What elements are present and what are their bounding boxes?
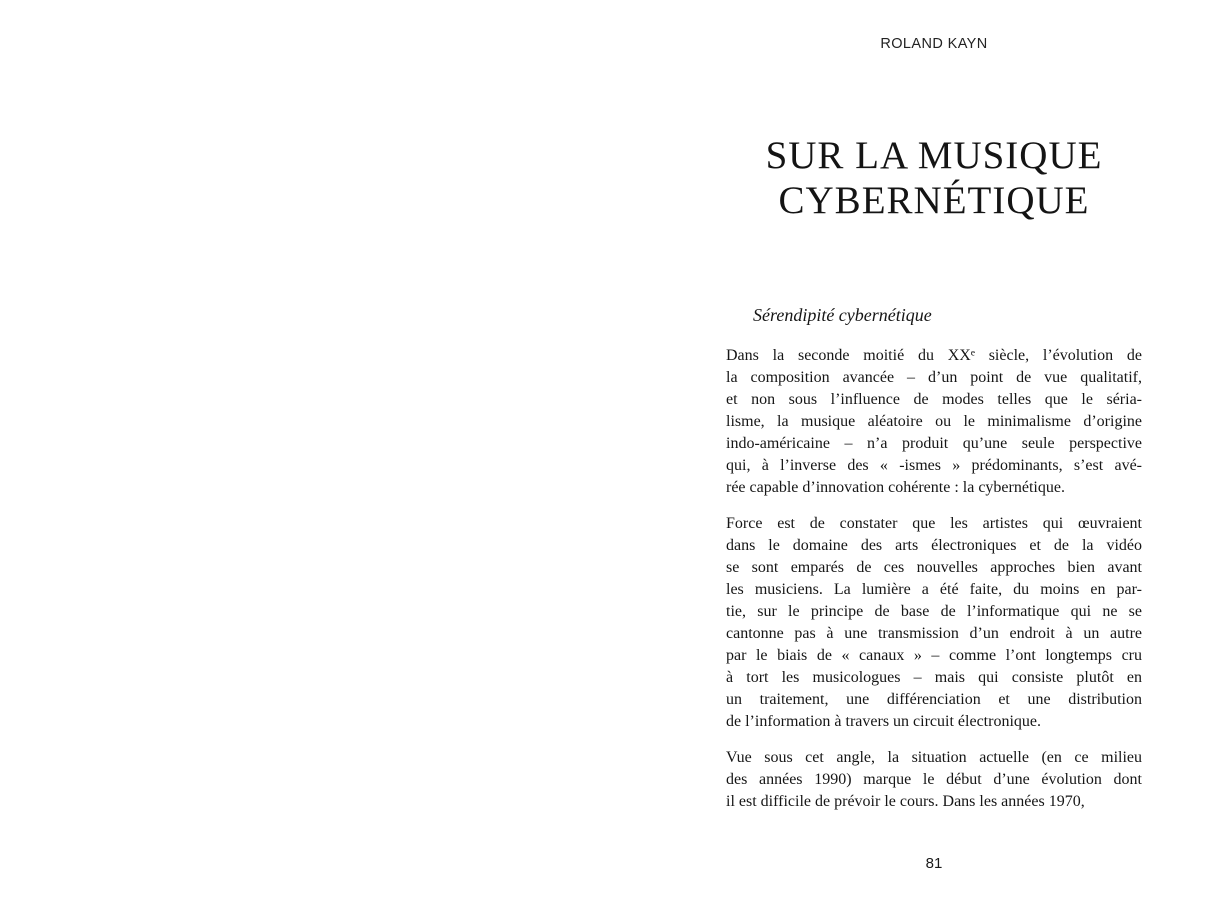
text-line: se sont emparés de ces nouvelles approches bien avant xyxy=(726,559,1142,576)
page-title xyxy=(700,133,1168,223)
text-line: la composition avancée – d’un point de vue qualitatif, xyxy=(726,369,1142,386)
text-line: Force est de constater que les artistes qui œuvraient xyxy=(726,515,1142,532)
text-line: dans le domaine des arts électroniques et de la vidéo xyxy=(726,537,1142,554)
title-line-2: CYBERNÉTIQUE xyxy=(778,179,1090,222)
text-line: par le biais de « canaux » – comme l’ont longtemps cru xyxy=(726,647,1142,664)
running-header: ROLAND KAYN xyxy=(880,36,988,52)
text-line: et non sous l’influence de modes telles que le séria- xyxy=(726,391,1142,408)
text-line: lisme, la musique aléatoire ou le minimalisme d’origine xyxy=(726,413,1142,430)
text-line: Vue sous cet angle, la situation actuelle (en ce milieu xyxy=(726,749,1142,766)
text-line: Dans la seconde moitié du XXᵉ siècle, l’évolution de xyxy=(726,347,1142,364)
text-line: de l’information à travers un circuit électronique. xyxy=(726,713,1041,730)
text-line: il est difficile de prévoir le cours. Dans les années 1970, xyxy=(726,793,1085,810)
paragraph xyxy=(726,747,1142,813)
text-line: qui, à l’inverse des « -ismes » prédominants, s’est avé- xyxy=(726,457,1142,474)
paragraph xyxy=(726,513,1142,733)
text-line: rée capable d’innovation cohérente : la cybernétique. xyxy=(726,479,1065,496)
section-subtitle: Sérendipité cybernétique xyxy=(753,305,932,325)
text-line: cantonne pas à une transmission d’un endroit à un autre xyxy=(726,625,1142,642)
text-line: à tort les musicologues – mais qui consiste plutôt en xyxy=(726,669,1142,686)
paragraph xyxy=(726,345,1142,499)
text-line: les musiciens. La lumière a été faite, du moins en par- xyxy=(726,581,1142,598)
title-line-1: SUR LA MUSIQUE xyxy=(765,134,1103,177)
text-line: des années 1990) marque le début d’une évolution dont xyxy=(726,771,1142,788)
text-line: un traitement, une différenciation et une distribution xyxy=(726,691,1142,708)
body-paragraphs xyxy=(726,345,1142,827)
text-line: tie, sur le principe de base de l’informatique qui ne se xyxy=(726,603,1142,620)
text-line: indo-américaine – n’a produit qu’une seule perspective xyxy=(726,435,1142,452)
page-number: 81 xyxy=(925,855,943,872)
